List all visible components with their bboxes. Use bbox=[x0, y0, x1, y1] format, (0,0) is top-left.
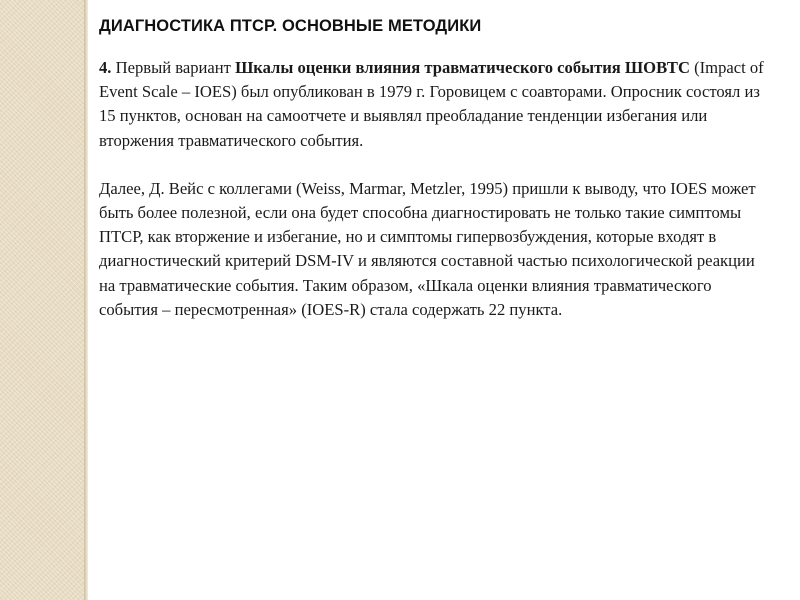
slide-body bbox=[99, 14, 771, 322]
paragraph-lead: Первый вариант bbox=[111, 58, 236, 77]
paragraph-rest: (Impact of Event Scale – IOES) был опубликован в 1979 г. Горовицем с соавторами. Опросник состоял из 15 пунктов, основан на самоотчете и выявлял преобладание тенденции избегания или вторжения травматического события. bbox=[99, 58, 764, 150]
paragraph-gap bbox=[99, 153, 771, 177]
slide-title: ДИАГНОСТИКА ПТСР. ОСНОВНЫЕ МЕТОДИКИ bbox=[99, 17, 482, 35]
decorative-side-band bbox=[0, 0, 84, 600]
scale-name: Шкалы оценки влияния травматического события ШОВТС bbox=[235, 58, 690, 77]
item-number: 4. bbox=[99, 58, 112, 77]
side-band-edge bbox=[84, 0, 88, 600]
paragraph-ioes-revised: Далее, Д. Вейс с коллегами (Weiss, Marmar, Metzler, 1995) пришли к выводу, что IOES может быть более полезной, если она будет способна диагностировать не только такие симптомы ПТСР, как вторжение и избегание, но и симптомы гипервозбуждения, которые входят в диагностический критерий DSM-IV и являются составной частью психологической реакции на травматические события. Таким образом, «Шкала оценки влияния травматического события – пересмотренная» (IOES-R) стала содержать 22 пункта. bbox=[99, 178, 756, 319]
paragraph-ioes-original bbox=[99, 56, 771, 153]
